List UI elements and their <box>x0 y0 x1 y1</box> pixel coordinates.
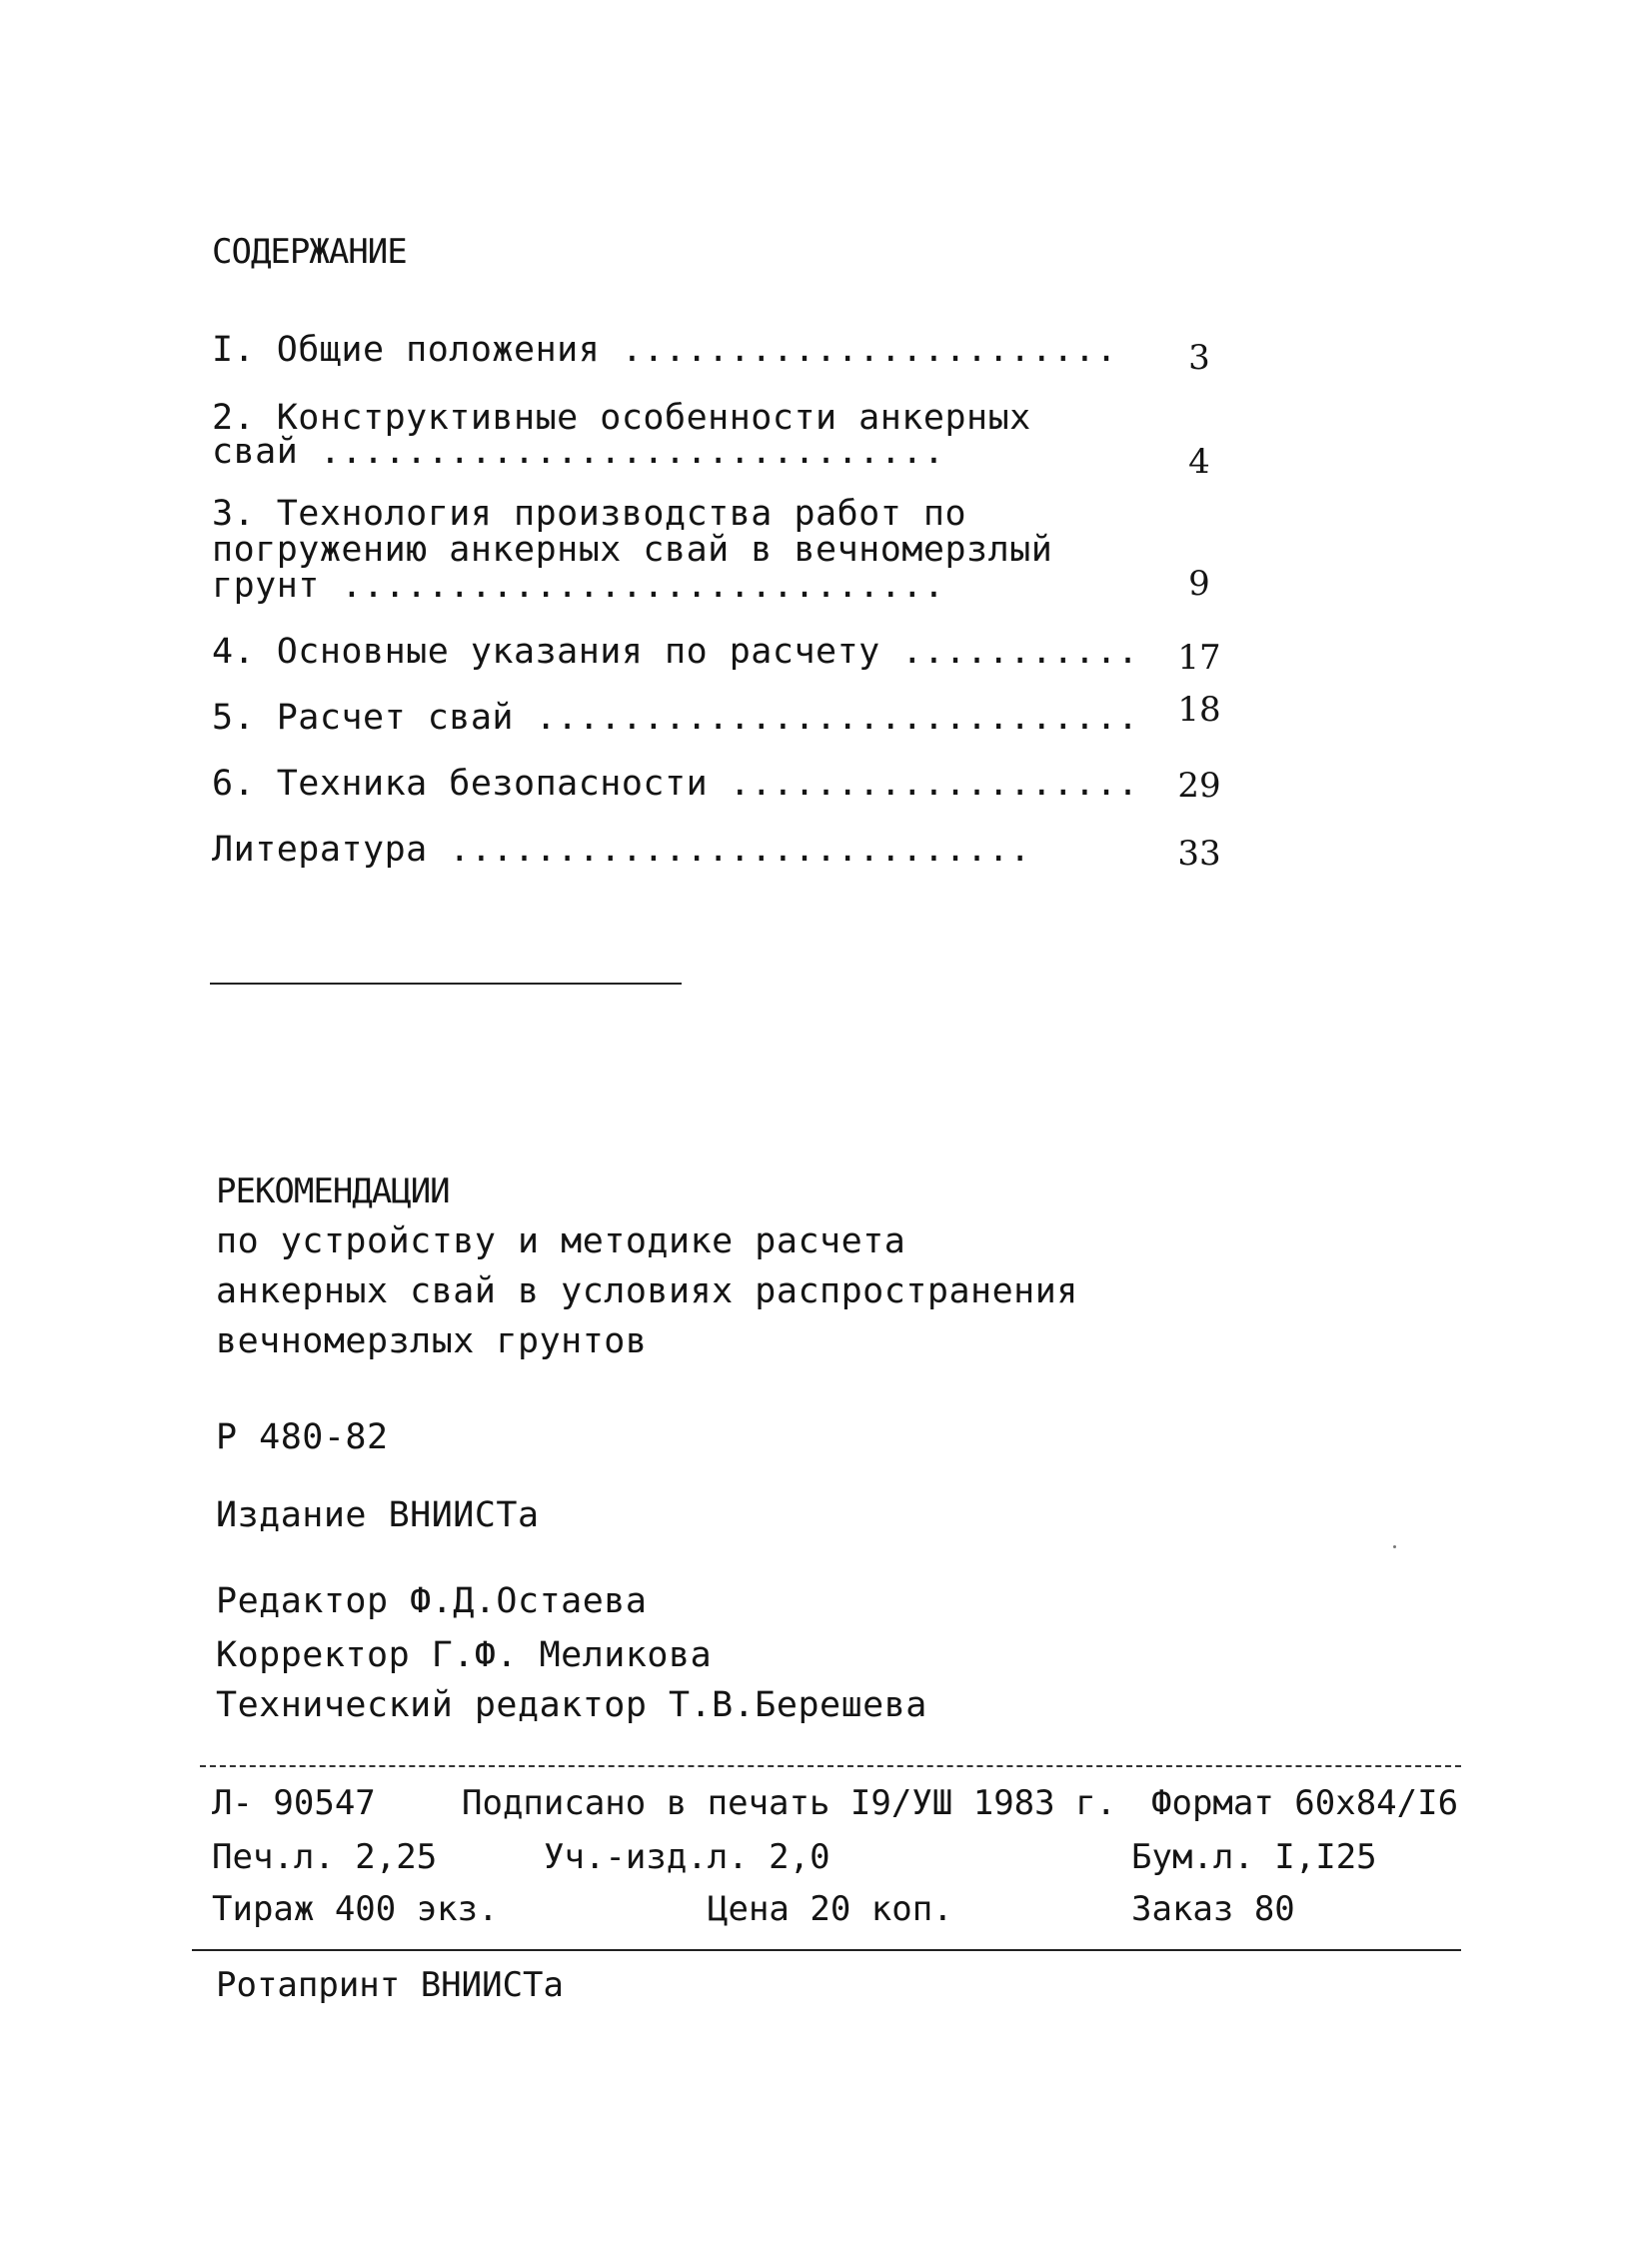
toc-entry-line: 5. Расчет свай ............................ <box>212 698 1139 738</box>
toc-entry-line: 6. Техника безопасности ................... <box>212 764 1139 804</box>
separator-rule <box>210 983 682 985</box>
toc-entry-line: Литература ........................... <box>212 830 1031 870</box>
order-number: Заказ 80 <box>1131 1889 1295 1929</box>
technical-editor: Технический редактор Т.В.Берешева <box>216 1685 927 1725</box>
toc-page-number: 18 <box>1177 690 1221 730</box>
toc-entry-line: 4. Основные указания по расчету ........... <box>212 632 1139 672</box>
signed-to-print: Подписано в печать I9/УШ 1983 г. <box>462 1783 1117 1823</box>
document-code: Р 480-82 <box>216 1417 389 1457</box>
toc-page-number: 4 <box>1188 442 1210 482</box>
publishing-sheets: Уч.-изд.л. 2,0 <box>544 1837 830 1877</box>
toc-entry-line: погружению анкерных свай в вечномерзлый <box>212 530 1053 570</box>
imprint-title: РЕКОМЕНДАЦИИ <box>216 1171 450 1211</box>
editor: Редактор Ф.Д.Остаева <box>216 1581 648 1621</box>
colophon-top-rule <box>200 1765 1461 1767</box>
imprint-subtitle-line: анкерных свай в условиях распространения <box>216 1271 1078 1311</box>
edition: Издание ВНИИСТа <box>216 1495 540 1535</box>
toc-page-number: 29 <box>1177 766 1221 806</box>
price: Цена 20 коп. <box>708 1889 953 1929</box>
scan-speck <box>1393 1545 1396 1548</box>
toc-entry-line: грунт ............................ <box>212 566 945 606</box>
toc-entry-line: 2. Конструктивные особенности анкерных <box>212 398 1031 438</box>
toc-entry-line: свай ............................. <box>212 432 945 472</box>
paper-sheets: Бум.л. I,I25 <box>1131 1837 1377 1877</box>
publication-number: Л- 90547 <box>212 1783 376 1823</box>
toc-entry-line: 3. Технология производства работ по <box>212 494 967 534</box>
toc-entry-line: I. Общие положения ....................... <box>212 330 1118 370</box>
toc-page-number: 9 <box>1188 564 1210 604</box>
printed-sheets: Печ.л. 2,25 <box>212 1837 438 1877</box>
printer: Ротапринт ВНИИСТа <box>216 1965 564 2005</box>
toc-page-number: 17 <box>1177 638 1221 678</box>
toc-page-number: 3 <box>1188 338 1210 378</box>
corrector: Корректор Г.Ф. Меликова <box>216 1635 713 1675</box>
imprint-subtitle-line: вечномерзлых грунтов <box>216 1321 648 1361</box>
toc-page-number: 33 <box>1177 834 1221 874</box>
print-run: Тираж 400 экз. <box>212 1889 499 1929</box>
toc-heading: СОДЕРЖАНИЕ <box>212 232 407 272</box>
colophon-bottom-rule <box>192 1949 1461 1951</box>
imprint-subtitle-line: по устройству и методике расчета <box>216 1221 906 1261</box>
paper-format: Формат 60х84/I6 <box>1151 1783 1459 1823</box>
